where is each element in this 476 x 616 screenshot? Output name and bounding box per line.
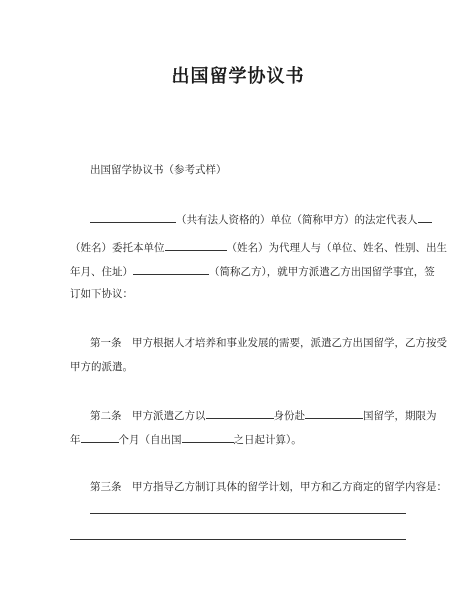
blank-unit-name bbox=[90, 212, 176, 223]
blank-party-b bbox=[133, 264, 209, 275]
article-3-line-1: 第三条 甲方指导乙方制订具体的留学计划，甲方和乙方商定的留学内容是： bbox=[90, 481, 447, 493]
intro-line-4: 订如下协议： bbox=[70, 288, 133, 300]
article-1-line-2: 甲方的派遣。 bbox=[70, 361, 133, 373]
article-2-line-1: 第二条 甲方派遣乙方以 身份赴 国留学，期限为 bbox=[90, 410, 437, 422]
blank-years bbox=[81, 432, 119, 443]
intro-line-3: 年月、住址） （简称乙方），就甲方派遣乙方出国留学事宜，签 bbox=[70, 266, 435, 278]
article-2-line-2: 年 个月（自出国 之日起计算）。 bbox=[70, 434, 302, 446]
document-title: 出国留学协议书 bbox=[171, 66, 305, 87]
blank-departure-date bbox=[182, 432, 234, 443]
blank-agent-name bbox=[165, 240, 227, 251]
blank-identity bbox=[206, 408, 274, 419]
intro-line-2: （姓名）委托本单位 （姓名）为代理人与（单位、姓名、性别、出生 bbox=[70, 242, 447, 254]
subtitle: 出国留学协议书（参考式样） bbox=[90, 164, 227, 176]
blank-line-2 bbox=[70, 539, 406, 540]
intro-line-1: （共有法人资格的）单位（简称甲方）的法定代表人 bbox=[90, 212, 432, 226]
blank-line-1 bbox=[90, 513, 406, 514]
blank-representative bbox=[418, 212, 432, 223]
blank-country bbox=[305, 408, 363, 419]
article-1-line-1: 第一条 甲方根据人才培养和事业发展的需要，派遣乙方出国留学，乙方按受 bbox=[90, 337, 447, 349]
